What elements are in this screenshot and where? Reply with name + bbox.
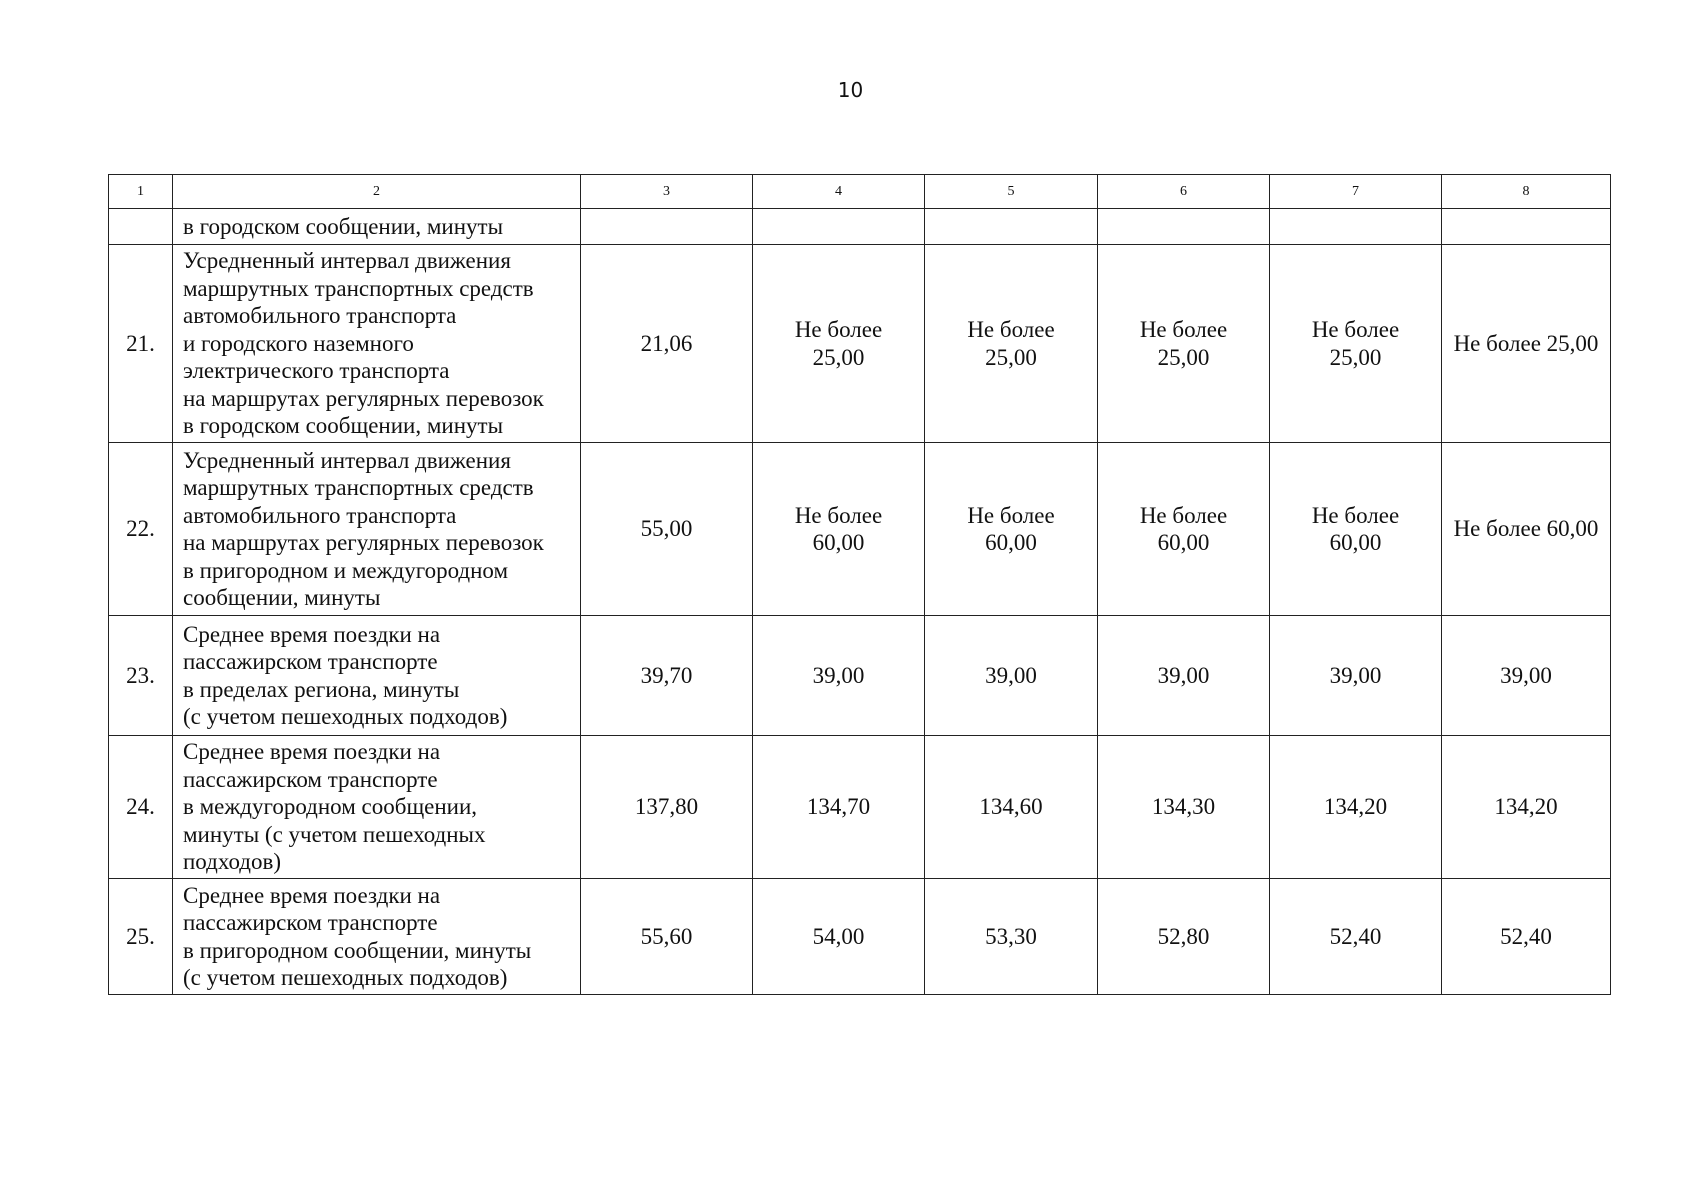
value-cell: 134,20 [1270, 736, 1442, 879]
column-number: 2 [173, 175, 581, 209]
column-number: 3 [581, 175, 753, 209]
table-row [109, 736, 1611, 879]
value-cell: Не более 25,00 [753, 245, 925, 443]
value-cell: Не более 60,00 [1270, 443, 1442, 616]
row-description: Среднее время поездки на пассажирском транспорте в междугородном сообщении, минуты (с учетом пешеходных подходов) [173, 736, 581, 879]
value-cell: 39,70 [581, 616, 753, 736]
indicators-table [108, 174, 1611, 995]
value-cell [1270, 209, 1442, 245]
row-number: 23. [109, 616, 173, 736]
value-cell: Не более 25,00 [925, 245, 1098, 443]
column-number: 8 [1442, 175, 1611, 209]
value-cell: Не более 60,00 [1442, 443, 1611, 616]
value-cell [1098, 209, 1270, 245]
value-cell: 53,30 [925, 879, 1098, 995]
row-description: Усредненный интервал движения маршрутных транспортных средств автомобильного транспорта на маршрутах регулярных перевозок в пригородном и междугородном сообщении, минуты [173, 443, 581, 616]
value-cell: Не более 25,00 [1098, 245, 1270, 443]
value-cell: 39,00 [753, 616, 925, 736]
value-cell: 134,70 [753, 736, 925, 879]
value-cell: 39,00 [1270, 616, 1442, 736]
value-cell: 39,00 [925, 616, 1098, 736]
value-cell [753, 209, 925, 245]
row-number: 21. [109, 245, 173, 443]
column-number: 4 [753, 175, 925, 209]
column-numbers-row [109, 175, 1611, 209]
row-description: Усредненный интервал движения маршрутных транспортных средств автомобильного транспорта и городского наземного электрического транспорта на маршрутах регулярных перевозок в городском сообщении, минуты [173, 245, 581, 443]
value-cell: 39,00 [1442, 616, 1611, 736]
value-cell: 134,30 [1098, 736, 1270, 879]
value-cell: Не более 25,00 [1442, 245, 1611, 443]
row-description: Среднее время поездки на пассажирском транспорте в пригородном сообщении, минуты (с учетом пешеходных подходов) [173, 879, 581, 995]
row-number: 24. [109, 736, 173, 879]
row-number: 25. [109, 879, 173, 995]
column-number: 1 [109, 175, 173, 209]
column-number: 6 [1098, 175, 1270, 209]
value-cell: 134,60 [925, 736, 1098, 879]
row-description: в городском сообщении, минуты [173, 209, 581, 245]
value-cell: 55,00 [581, 443, 753, 616]
value-cell: 54,00 [753, 879, 925, 995]
value-cell [1442, 209, 1611, 245]
row-number: 22. [109, 443, 173, 616]
value-cell: 52,80 [1098, 879, 1270, 995]
table-row [109, 245, 1611, 443]
table-row [109, 443, 1611, 616]
value-cell: 134,20 [1442, 736, 1611, 879]
row-description: Среднее время поездки на пассажирском транспорте в пределах региона, минуты (с учетом пешеходных подходов) [173, 616, 581, 736]
continuation-row [109, 209, 1611, 245]
value-cell: 39,00 [1098, 616, 1270, 736]
value-cell [581, 209, 753, 245]
value-cell: 55,60 [581, 879, 753, 995]
row-number-cell [109, 209, 173, 245]
value-cell: Не более 60,00 [753, 443, 925, 616]
value-cell: 52,40 [1442, 879, 1611, 995]
value-cell: Не более 60,00 [925, 443, 1098, 616]
value-cell: 52,40 [1270, 879, 1442, 995]
value-cell: 137,80 [581, 736, 753, 879]
value-cell [925, 209, 1098, 245]
column-number: 7 [1270, 175, 1442, 209]
table-row [109, 616, 1611, 736]
value-cell: Не более 25,00 [1270, 245, 1442, 443]
value-cell: Не более 60,00 [1098, 443, 1270, 616]
page-number: 10 [837, 78, 864, 102]
column-number: 5 [925, 175, 1098, 209]
table-row [109, 879, 1611, 995]
value-cell: 21,06 [581, 245, 753, 443]
